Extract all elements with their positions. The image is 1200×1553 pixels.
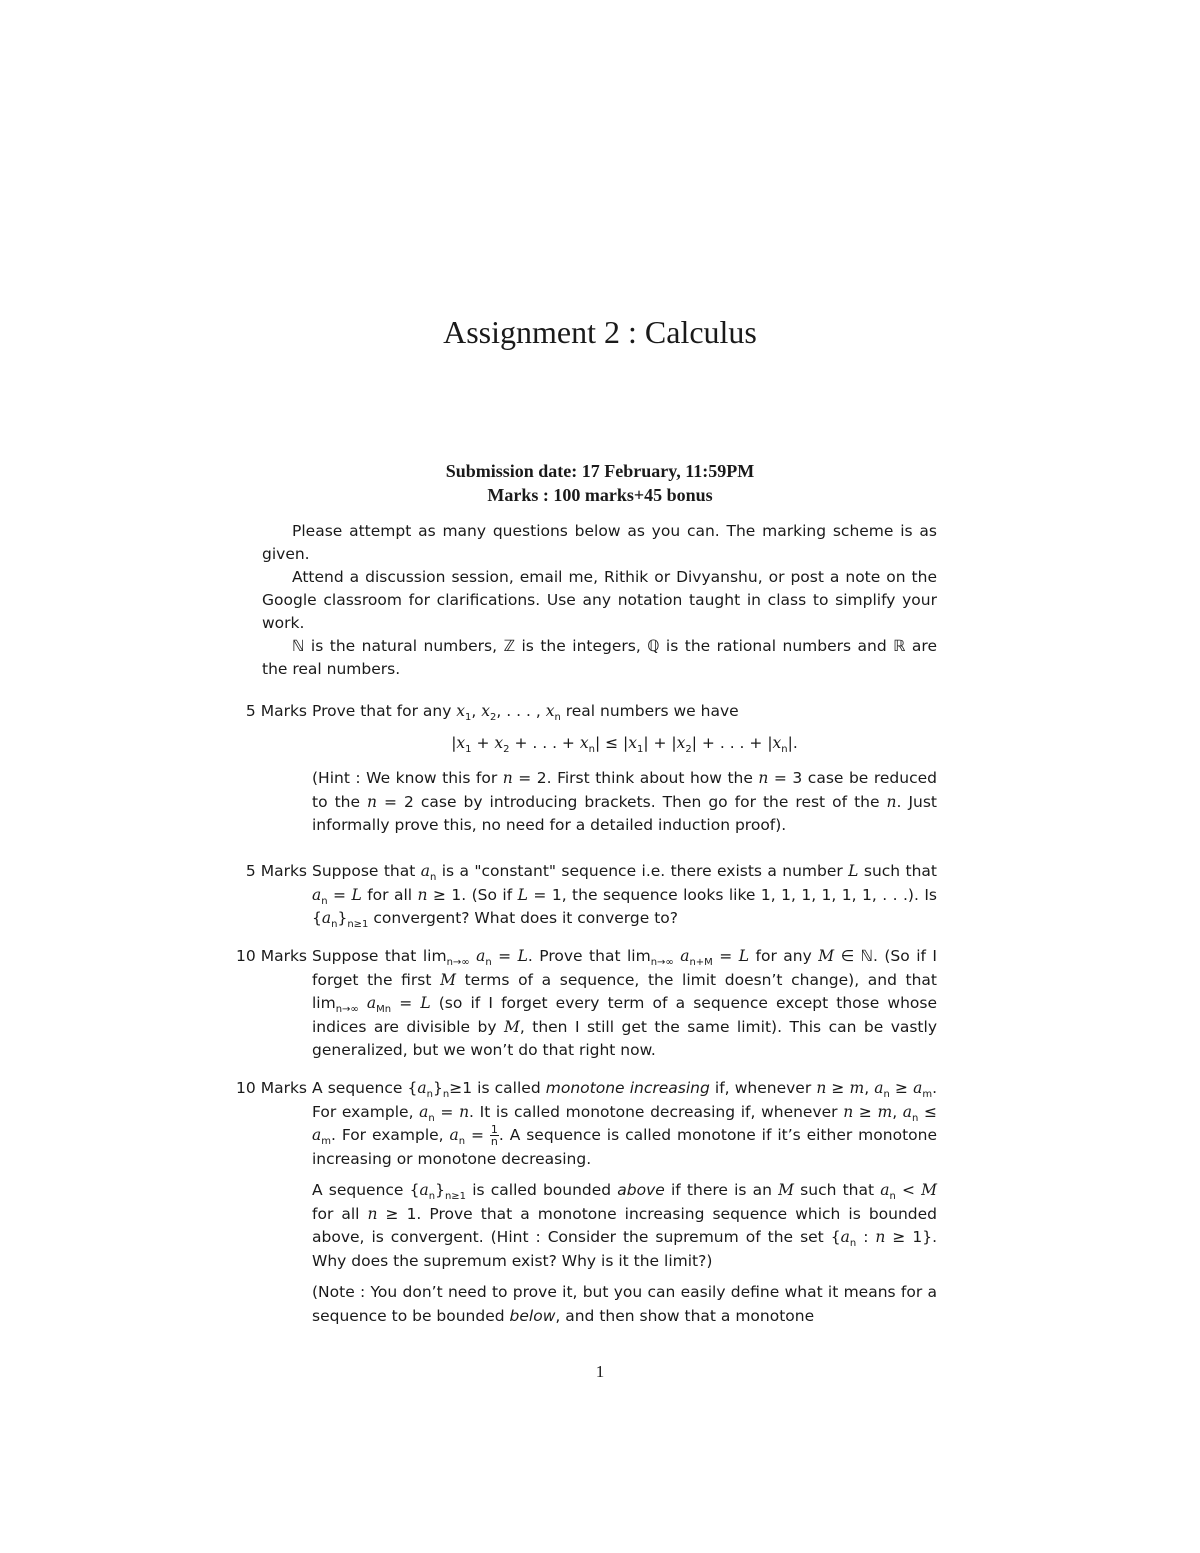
question-1-body: [312, 700, 937, 838]
assignment-meta: [0, 459, 1200, 507]
intro-section: [262, 520, 937, 681]
question-4-definition: A sequence $\{a_n\}_n\ge 1$ is called monotone increasing if, whenever n ≥ m, $a_n \ge a_m$. For example, $a_n = n$. It is called monotone decreasing if, whenever n ≥ m, $a_n \le a_m$. For example, $a_n$ = $\frac{1}{n}$ . A sequence is called monotone if it’s either monotone increasing or monotone decreasing.: [312, 1079, 938, 1168]
question-2-statement: Suppose that $a_n$ is a "constant" sequence i.e. there exists a number L such that $a_n = L$ for all n ≥ 1. (So if L = 1, the sequence looks like 1, 1, 1, 1, 1, 1, . . .). Is $\{a_n\}_{n\ge 1}$ convergent? What does it converge to?: [312, 862, 937, 931]
question-1-hint: (Hint : We know this for n = 2. First think about how the n = 3 case be reduced to the n = 2 case by introducing brackets. Then go for the rest of the n. Just informally prove this, no need for a detailed induction proof).: [312, 769, 937, 834]
question-1-marks: 5 Marks: [245, 702, 307, 720]
intro-paragraph-1: Please attempt as many questions below as you can. The marking scheme is as given.: [262, 522, 937, 563]
question-3: [215, 945, 937, 1071]
question-1-statement: Prove that for any $x_1$, $x_2$, . . . , $x_n$ real numbers we have: [312, 702, 739, 724]
question-4-note: (Note : You don’t need to prove it, but you can easily define what it means for a sequence to be bounded below, and then show that a monotone: [312, 1283, 937, 1325]
question-4-bounded: A sequence $\{a_n\}_{n\ge 1}$ is called bounded above if there is an M such that $a_n < M$ for all n ≥ 1. Prove that a monotone increasing sequence which is bounded above, is convergent. (Hint : Consider the supremum of the set {$a_n$ : n ≥ 1}. Why does the supremum exist? Why is it the limit?): [312, 1181, 938, 1270]
submission-date: Submission date: 17 February, 11:59PM: [445, 461, 755, 481]
question-4-body: [312, 1077, 937, 1328]
intro-paragraph-3: ℕ is the natural numbers, ℤ is the integers, ℚ is the rational numbers and ℝ are the real numbers.: [262, 637, 937, 678]
question-4: [215, 1077, 937, 1336]
question-1-inequality: $|x_1 + x_2$ + . . . + $x_n| \le |x_1| + |x_2|$ + . . . + $|x_n|$.: [451, 733, 798, 755]
page-title: Assignment 2 : Calculus: [443, 314, 757, 350]
page-number: 1: [595, 1362, 605, 1381]
question-2-marks: 5 Marks: [245, 862, 307, 880]
question-3-body: [312, 945, 937, 1063]
question-3-statement: Suppose that $\lim_{n\to\infty} a_n = L$. Prove that $\lim_{n\to\infty} a_{n+M} = L$ for any M ∈ ℕ. (So if I forget the first M terms of a sequence, the limit doesn’t change), and that $\lim_{n\to\infty} a_{Mn} = L$ (so if I forget every term of a sequence except those whose indices are divisible by M, then I still get the same limit). This can be vastly generalized, but we won’t do that right now.: [312, 947, 938, 1059]
intro-paragraph-2: Attend a discussion session, email me, Rithik or Divyanshu, or post a note on the Google classroom for clarifications. Use any notation taught in class to simplify your work.: [262, 568, 937, 632]
question-3-marks: 10 Marks: [236, 947, 307, 965]
marks-total: Marks : 100 marks+45 bonus: [487, 485, 713, 505]
question-4-marks: 10 Marks: [236, 1079, 307, 1097]
question-2: [215, 860, 937, 939]
question-2-body: [312, 860, 937, 931]
question-1: [215, 700, 937, 846]
